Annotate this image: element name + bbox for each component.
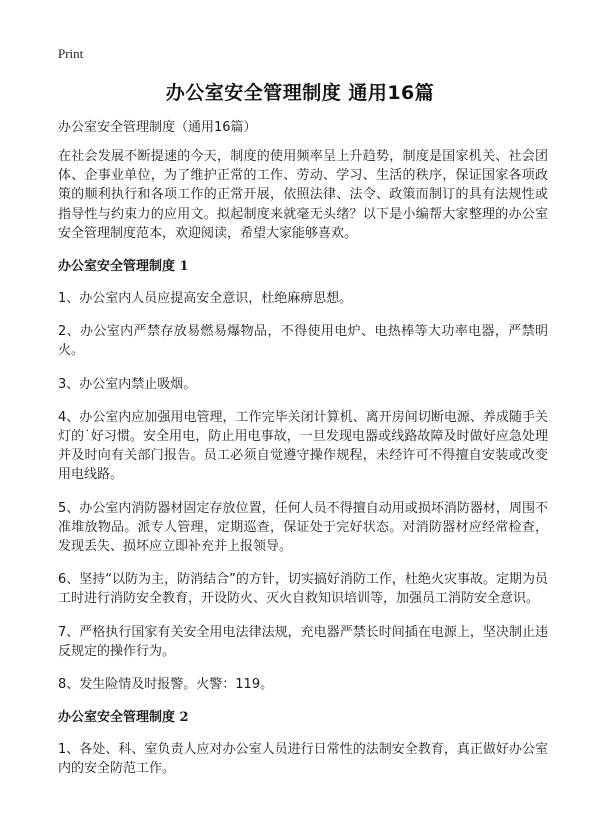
list-item: 7、严格执行国家有关安全用电法律法规，充电器严禁长时间插在电源上，坚决制止违反规定的操作行为。 — [58, 624, 548, 659]
list-item: 1、办公室内人员应提高安全意识，杜绝麻痹思想。 — [58, 291, 353, 307]
print-label[interactable]: Print — [58, 46, 84, 61]
document-body — [58, 118, 548, 793]
section-2 — [58, 708, 548, 778]
section-1 — [58, 257, 548, 694]
list-item: 4、办公室内应加强用电管理，工作完毕关闭计算机、离开房间切断电源、养成随手关灯的˙好习惯。安全用电，防止用电事故，一旦发现电器或线路故障及时做好应急处理并及时向有关部门报告。员工必须自觉遵守操作规程，未经许可不得擅自安装或改变用电线路。 — [58, 409, 548, 483]
list-item: 2、办公室内严禁存放易燃易爆物品，不得使用电炉、电热棒等大功率电器，严禁明火。 — [58, 324, 548, 359]
list-item: 1、各处、科、室负责人应对办公室人员进行日常性的法制安全教育，真正做好办公室内的安全防范工作。 — [58, 742, 548, 777]
list-item: 8、发生险情及时报警。火警：119。 — [58, 677, 274, 693]
section-heading: 办公室安全管理制度 1 — [58, 259, 189, 275]
intro-paragraph: 在社会发展不断提速的今天，制度的使用频率呈上升趋势，制度是国家机关、社会团体、企事业单位，为了维护正常的工作、劳动、学习、生活的秩序，保证国家各项政策的顺利执行和各项工作的正常开展，依照法律、法令、政策而制订的具有法规性或指导性与约束力的应用文。拟起制度来就毫无头绪？以下是小编帮大家整理的办公室安全管理制度范本，欢迎阅读，希望大家能够喜欢。 — [58, 149, 548, 241]
list-item: 3、办公室内禁止吸烟。 — [58, 376, 197, 392]
document-title: 办公室安全管理制度 通用16篇 — [165, 82, 435, 104]
section-heading: 办公室安全管理制度 2 — [58, 710, 189, 726]
document-subtitle: 办公室安全管理制度（通用16篇） — [58, 120, 257, 135]
list-item: 6、坚持“以防为主，防消结合”的方针，切实搞好消防工作，杜绝火灾事故。定期为员工时进行消防安全教育，开设防火、灭火自救知识培训等，加强员工消防安全意识。 — [58, 572, 548, 607]
list-item: 5、办公室内消防器材固定存放位置，任何人员不得擅自动用或损坏消防器材，周围不准堆放物品。派专人管理，定期巡查，保证处于完好状态。对消防器材应经常检查，发现丢失、损坏应立即补充并上报领导。 — [58, 500, 548, 555]
